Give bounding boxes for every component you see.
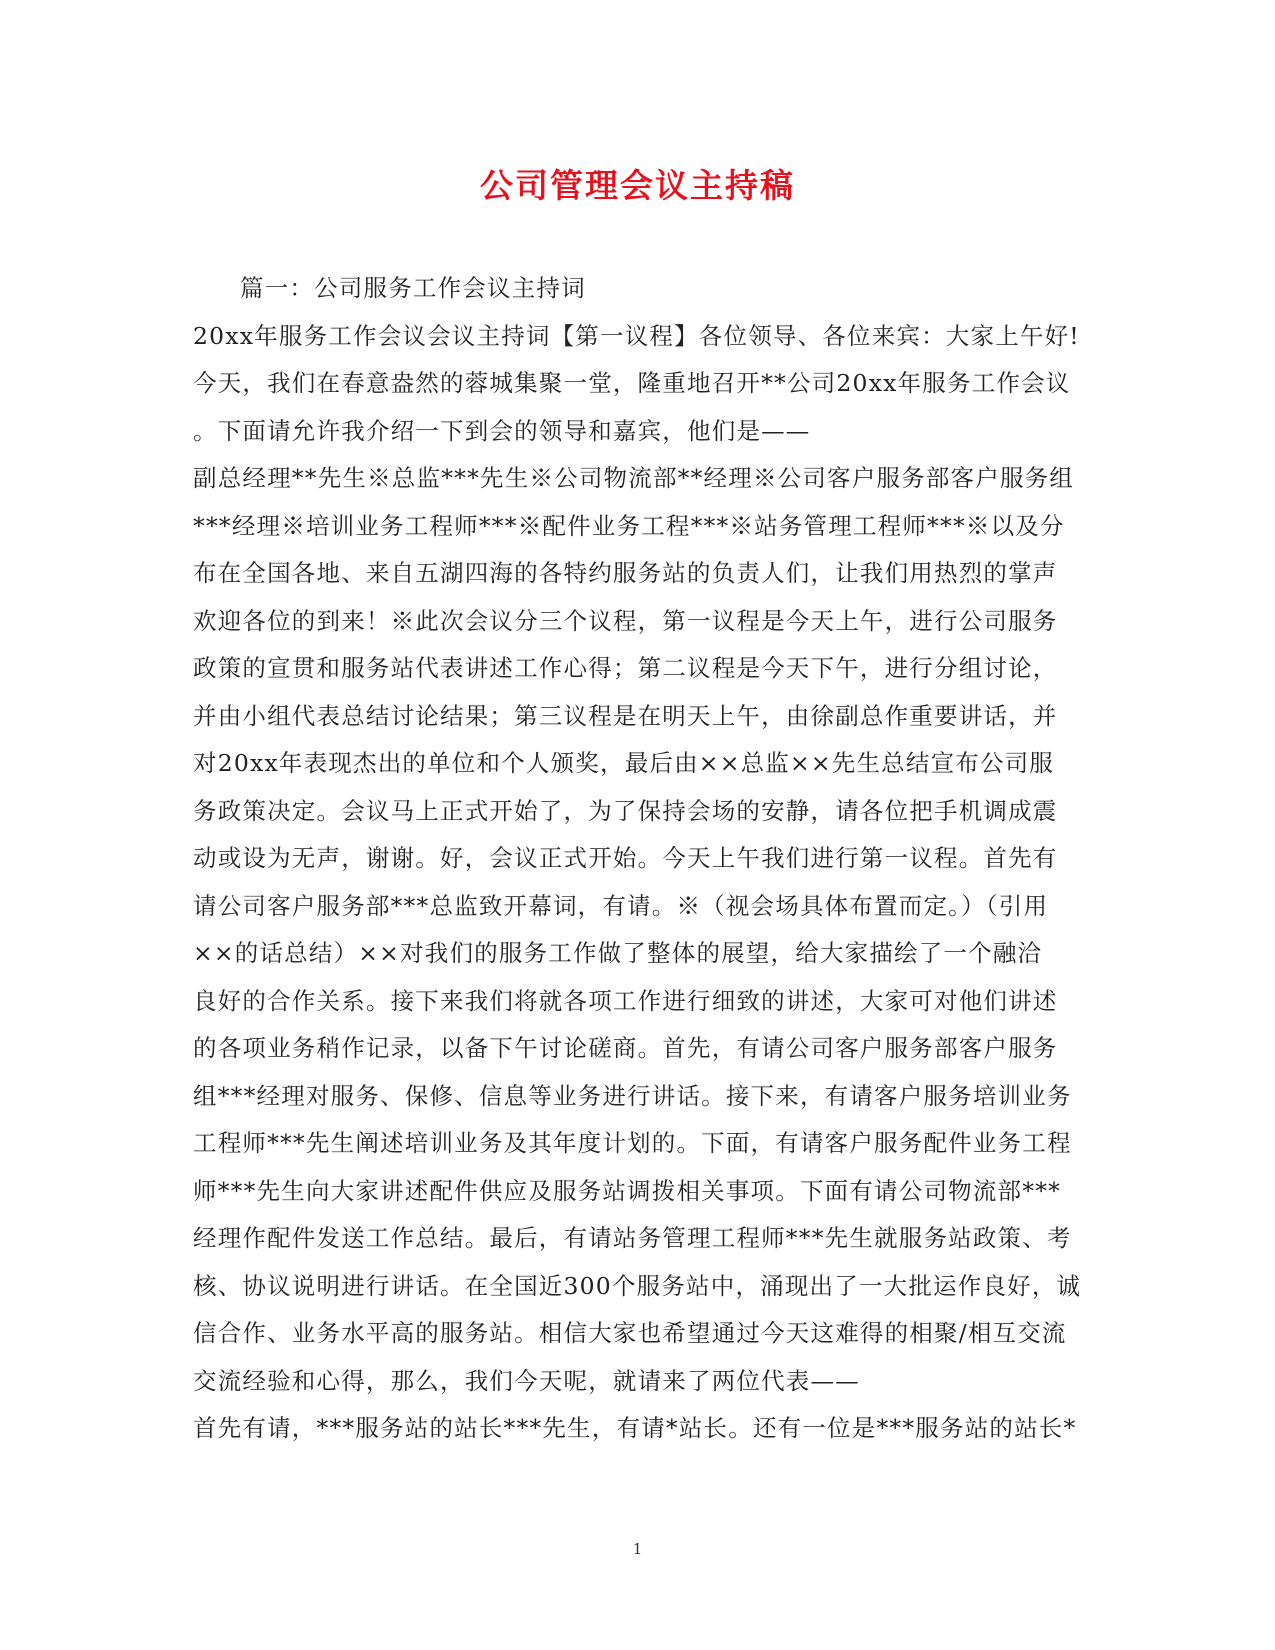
text-line: 的各项业务稍作记录，以备下午讨论磋商。首先，有请公司客户服务部客户服务: [193, 1034, 1058, 1062]
document-title: 公司管理会议主持稿: [480, 166, 795, 205]
text-line: ***经理※培训业务工程师***※配件业务工程***※站务管理工程师***※以及分: [193, 511, 1065, 540]
text-line: 请公司客户服务部***总监致开幕词，有请。※（视会场具体布置而定。）（引用: [193, 891, 1049, 920]
text-line: 工程师***先生阐述培训业务及其年度计划的。下面，有请客户服务配件业务工程: [193, 1129, 1072, 1157]
text-line: 师***先生向大家讲述配件供应及服务站调拨相关事项。下面有请公司物流部***: [193, 1176, 1062, 1205]
text-line: 副总经理**先生※总监***先生※公司物流部**经理※公司客户服务部客户服务组: [193, 464, 1075, 492]
text-line: 欢迎各位的到来！※此次会议分三个议程，第一议程是今天上午，进行公司服务: [193, 606, 1058, 635]
text-line: 政策的宣贯和服务站代表讲述工作心得；第二议程是今天下午，进行分组讨论，: [193, 654, 1058, 682]
text-line: 良好的合作关系。接下来我们将就各项工作进行细致的讲述，大家可对他们讲述: [193, 986, 1058, 1015]
text-line: 动或设为无声，谢谢。好，会议正式开始。今天上午我们进行第一议程。首先有: [193, 844, 1058, 872]
text-line: 布在全国各地、来自五湖四海的各特约服务站的负责人们，让我们用热烈的掌声: [193, 559, 1058, 587]
text-line: 经理作配件发送工作总结。最后，有请站务管理工程师***先生就服务站政策、考: [193, 1224, 1072, 1252]
text-line: 组***经理对服务、保修、信息等业务进行讲话。接下来，有请客户服务培训业务: [193, 1081, 1072, 1110]
text-line: 信合作、业务水平高的服务站。相信大家也希望通过今天这难得的相聚/相互交流: [193, 1319, 1067, 1347]
text-line: 交流经验和心得，那么，我们今天呢，就请来了两位代表——: [193, 1366, 860, 1395]
text-line: 篇一：公司服务工作会议主持词: [240, 274, 586, 302]
page-number: 1: [632, 1540, 643, 1558]
text-line: 对20xx年表现杰出的单位和个人颁奖，最后由××总监××先生总结宣布公司服: [193, 749, 1055, 777]
text-line: 首先有请，***服务站的站长***先生，有请*站长。还有一位是***服务站的站长*: [193, 1414, 1077, 1442]
text-line: 务政策决定。会议马上正式开始了，为了保持会场的安静，请各位把手机调成震: [193, 796, 1058, 825]
text-line: 20xx年服务工作会议会议主持词【第一议程】各位领导、各位来宾：大家上午好!: [193, 321, 1080, 350]
document-body: [193, 265, 1083, 1453]
text-line: 并由小组代表总结讨论结果；第三议程是在明天上午，由徐副总作重要讲话，并: [193, 701, 1058, 730]
text-line: 。下面请允许我介绍一下到会的领导和嘉宾，他们是——: [193, 416, 811, 445]
text-line: 今天，我们在春意盎然的蓉城集聚一堂，隆重地召开**公司20xx年服务工作会议: [193, 369, 1071, 397]
text-line: ××的话总结）××对我们的服务工作做了整体的展望，给大家描绘了一个融洽: [193, 939, 1043, 967]
text-line: 核、协议说明进行讲话。在全国近300个服务站中，涌现出了一大批运作良好，诚: [193, 1271, 1082, 1300]
